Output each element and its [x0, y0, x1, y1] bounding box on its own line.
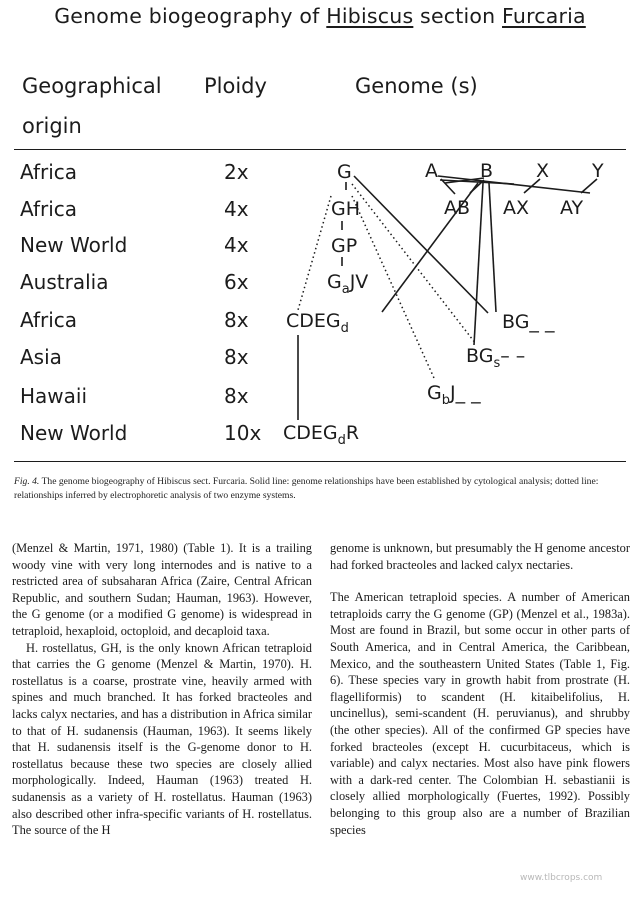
genome-gajv — [327, 271, 368, 297]
genome-a: A — [425, 160, 438, 182]
genome-gbj-rest: J_ _ — [450, 382, 481, 404]
genome-ay: AY — [560, 197, 584, 219]
row-origin: Africa — [20, 160, 78, 184]
genome-bg: BG_ _ — [502, 311, 555, 333]
genome-gajv-sub: a — [341, 282, 350, 297]
genome-cdegdr-base: CDEG — [283, 422, 338, 444]
left-paragraph-1: (Menzel & Martin, 1971, 1980) (Table 1). It is a trailing woody vine with very long internodes and is native to a restricted area of subsaharan Africa (Zaire, Central African Republic, and southern Sudan; Hauman, 1963). However, the G genome (or a modified G genome) is widespread in tetraploid, hexaploid, octoploid, and decaploid taxa. — [12, 541, 312, 638]
title-section: Furcaria — [502, 4, 586, 28]
genome-gajv-base: G — [327, 271, 342, 293]
genome-gh: GH — [331, 198, 361, 220]
row-ploidy: 4x — [224, 233, 249, 257]
genome-gbj-base: G — [427, 382, 442, 404]
row-origin: Australia — [20, 270, 109, 294]
figure-caption — [14, 475, 626, 503]
left-column — [12, 540, 312, 839]
header-geographical: Geographical — [22, 74, 162, 98]
row-origin: Asia — [20, 345, 62, 369]
genome-bgs-sub: s — [493, 356, 501, 371]
genome-cdegd — [286, 310, 349, 336]
row-ploidy: 8x — [224, 308, 249, 332]
row-ploidy: 4x — [224, 197, 249, 221]
solid-line-a-ay — [438, 176, 590, 193]
genome-cdegdr — [283, 422, 359, 448]
header-genome: Genome (s) — [355, 74, 478, 98]
genome-gp: GP — [331, 235, 358, 257]
right-paragraph-2: The American tetraploid species. A number of American tetraploids carry the G genome (GP) (Menzel et al., 1983a). Most are found in Brazil, but some occur in other parts of South America, and in Central America, the Caribbean, Mexico, and the southeastern United States (Table 1, Fig. 6). These species vary in growth habit from prostrate (H. flagelliformis) to scandent (H. kitaibelifolius, H. uncinellus), semi-scandent (H. peruvianus), and shrubby (the other species). All of the confirmed GP species have forked bracteoles (except H. cucurbitaceus, which is variable) and calyx nectaries. Most also have pink flowers with a dark-red center. The Colombian H. sebastianii is closely allied morphologically (Fuertes, 1992). Possibly belonging to this group also are a number of Brazilian species — [330, 590, 630, 837]
row-origin: New World — [20, 233, 128, 257]
title-prefix: Genome biogeography of — [54, 4, 327, 28]
solid-line-b-bg — [489, 183, 496, 312]
genome-g: G — [337, 161, 352, 183]
genome-cdegdr-tail: R — [345, 422, 360, 444]
paragraph-gap — [330, 573, 630, 589]
genome-ab: AB — [444, 197, 471, 219]
genome-bgs-base: BG — [466, 345, 494, 367]
watermark: www.tlbcrops.com — [520, 873, 603, 883]
genome-b: B — [480, 160, 494, 182]
genome-gbj-sub: b — [441, 393, 450, 408]
left-paragraph-2: H. rostellatus, GH, is the only known African tetraploid that carries the G genome (Menzel & Martin, 1970). H. rostellatus is a coarse, prostrate vine, heavily armed with spines and much branched. It has forked bracteoles and lacks calyx nectaries, and has a distribution in Africa similar to that of H. sudanensis (Hauman, 1963). It seems likely that H. sudanensis itself is the G-genome donor to H. rostellatus because these two species are closely allied morphologically. Indeed, Hauman (1963) treated H. sudanensis as a variety of H. rostellatus. Hauman (1963) also described other infra-specific variants of H. rostellatus. The source of the H — [12, 640, 312, 838]
row-origin: New World — [20, 421, 128, 445]
row-origin: Hawaii — [20, 384, 88, 408]
header-ploidy: Ploidy — [204, 74, 267, 98]
genome-x: X — [536, 160, 550, 182]
header-origin: origin — [22, 114, 82, 138]
title-genus: Hibiscus — [326, 4, 414, 28]
row-origin: Africa — [20, 308, 78, 332]
genome-cdegd-sub: d — [340, 321, 349, 336]
row-ploidy: 10x — [224, 421, 262, 445]
solid-line-b-bgs — [474, 183, 483, 345]
figure-bottom-rule — [14, 461, 626, 462]
genome-bgs — [466, 345, 525, 371]
right-column — [330, 540, 630, 838]
caption-label: Fig. 4. — [14, 476, 40, 487]
caption-text: The genome biogeography of Hibiscus sect. Furcaria. Solid line: genome relationships have been established by cytological analysis; dotted line: relationships inferred by electrophoretic analysis of two enzyme systems. — [14, 476, 599, 501]
genome-ax: AX — [503, 197, 530, 219]
right-paragraph-1: genome is unknown, but presumably the H genome ancestor had forked bracteoles and lacked calyx nectaries. — [330, 541, 630, 572]
title-mid: section — [413, 4, 503, 28]
row-origin: Africa — [20, 197, 78, 221]
row-ploidy: 2x — [224, 160, 249, 184]
genome-cdegdr-sub: d — [337, 433, 346, 448]
genome-cdegd-base: CDEG — [286, 310, 341, 332]
row-ploidy: 8x — [224, 345, 249, 369]
genome-y: Y — [592, 160, 604, 182]
genome-gbj — [427, 382, 481, 408]
row-ploidy: 6x — [224, 270, 249, 294]
genome-bgs-tail: – – — [500, 345, 526, 367]
row-ploidy: 8x — [224, 384, 249, 408]
genome-gajv-rest: JV — [349, 271, 369, 293]
